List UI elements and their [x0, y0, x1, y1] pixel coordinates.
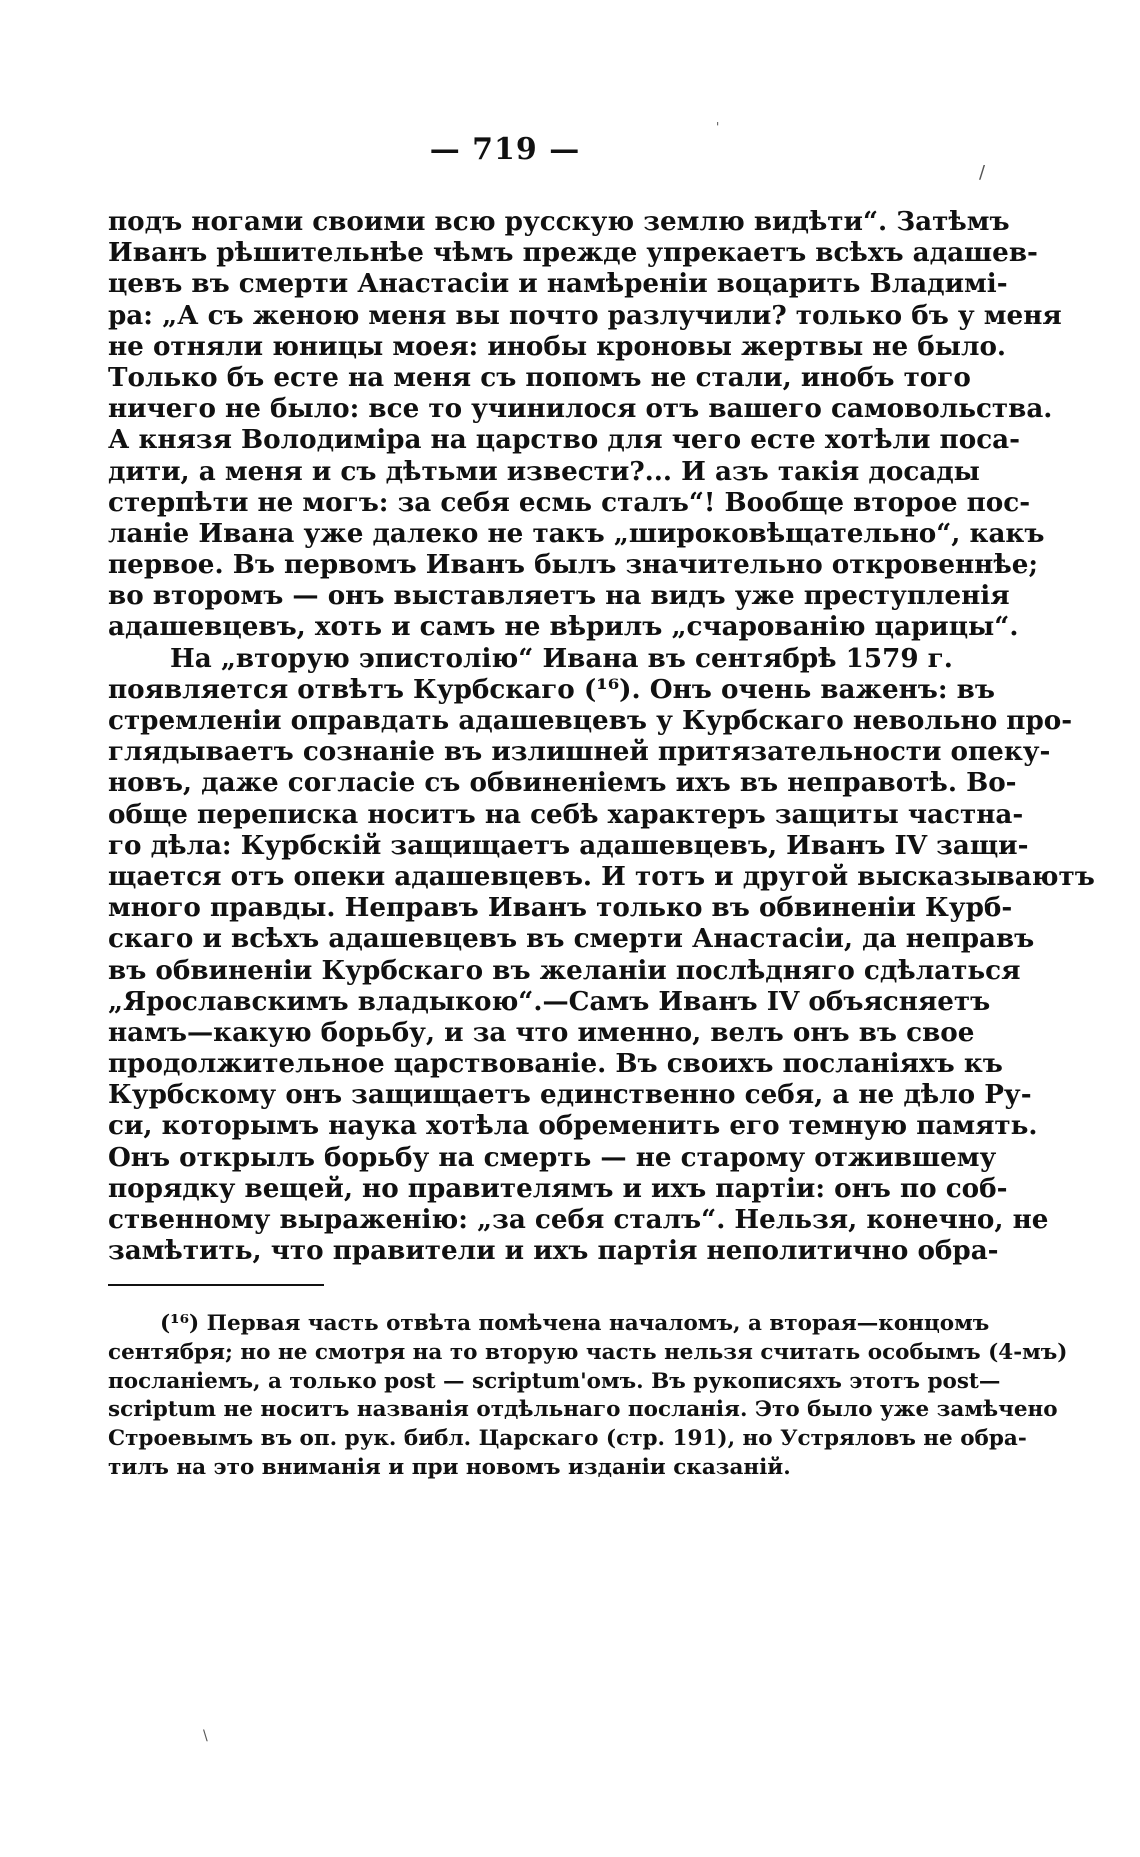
body-line: новъ, даже согласіе съ обвиненіемъ ихъ въ неправотѣ. Во- — [108, 767, 1017, 799]
footnote-line: тилъ на это вниманія и при новомъ изданіи сказаній. — [108, 1454, 791, 1480]
body-line: А князя Володиміра на царство для чего есте хотѣли поса- — [108, 424, 1020, 456]
page-number: — 719 — — [429, 132, 581, 167]
body-line: адашевцевъ, хоть и самъ не вѣрилъ „счарованію царицы“. — [108, 611, 1019, 643]
body-line: не отняли юницы моея: инобы кроновы жертвы не было. — [108, 330, 1007, 362]
body-line: замѣтить, что правители и ихъ партія неполитично обра- — [108, 1235, 999, 1267]
footnote-line: Строевымъ въ оп. рук. библ. Царскаго (стр. 191), но Устряловъ не обра- — [108, 1426, 1027, 1452]
body-line: цевъ въ смерти Анастасіи и намѣреніи воцарить Владимі- — [108, 268, 1008, 300]
body-line: ланіе Ивана уже далеко не такъ „широковѣщательно“, какъ — [108, 517, 1045, 549]
body-line: Только бъ есте на меня съ попомъ не стали, инобъ того — [108, 361, 971, 393]
footnote-line: (¹⁶) Первая часть отвѣта помѣчена началомъ, а вторая—концомъ — [160, 1311, 990, 1336]
body-line: обще переписка носитъ на себѣ характеръ защиты частна- — [108, 798, 1024, 830]
body-line: появляется отвѣтъ Курбскаго (¹⁶). Онъ очень важенъ: въ — [108, 673, 995, 705]
body-line: много правды. Неправъ Иванъ только въ обвиненіи Курб- — [108, 892, 1013, 924]
body-line: намъ—какую борьбу, и за что именно, велъ онъ въ свое — [108, 1016, 975, 1048]
stray-mark: / — [979, 162, 986, 183]
footnote-divider — [108, 1284, 324, 1286]
body-line: скаго и всѣхъ адашевцевъ въ смерти Анастасіи, да неправъ — [108, 923, 1035, 955]
body-line: во второмъ — онъ выставляетъ на видъ уже преступленія — [108, 580, 1010, 612]
body-line: стремленіи оправдать адашевцевъ у Курбскаго невольно про- — [108, 705, 1073, 736]
body-line: си, которымъ наука хотѣла обременить его темную память. — [108, 1110, 1038, 1142]
body-line: глядываетъ сознаніе въ излишней притязательности опеку- — [108, 736, 1051, 768]
body-line: го дѣла: Курбскій защищаетъ адашевцевъ, Иванъ IV защи- — [108, 829, 1029, 861]
body-line: продолжительное царствованіе. Въ своихъ посланіяхъ къ — [108, 1048, 1003, 1080]
body-line: въ обвиненіи Курбскаго въ желаніи послѣдняго сдѣлаться — [108, 954, 1021, 986]
body-line: Иванъ рѣшительнѣе чѣмъ прежде упрекаетъ всѣхъ адашев- — [108, 237, 1038, 269]
body-line: ственному выраженію: „за себя сталъ“. Нельзя, конечно, не — [108, 1204, 1049, 1235]
footnote — [108, 1310, 1068, 1483]
body-line: ничего не было: все то учинилося отъ вашего самовольства. — [108, 393, 1053, 425]
body-line: Курбскому онъ защищаетъ единственно себя, а не дѣло Ру- — [108, 1079, 1032, 1111]
stray-mark: \ — [203, 1728, 208, 1744]
body-text — [108, 206, 1095, 1267]
body-line: порядку вещей, но правителямъ и ихъ партіи: онъ по соб- — [108, 1172, 1008, 1204]
footnote-line: scriptum не носитъ названія отдѣльнаго посланія. Это было уже замѣчено — [108, 1397, 1058, 1423]
body-line: „Ярославскимъ владыкою“.—Самъ Иванъ IV объясняетъ — [108, 985, 991, 1017]
body-line: ра: „А съ женою меня вы почто разлучили? только бъ у меня — [108, 299, 1062, 331]
body-line: стерпѣти не могъ: за себя есмь сталъ“! Вообще второе пос- — [108, 486, 1031, 518]
footnote-line: сентября; но не смотря на то вторую часть нельзя считать особымъ (4-мъ) — [108, 1339, 1068, 1365]
body-line: щается отъ опеки адашевцевъ. И тотъ и другой высказываютъ — [108, 860, 1095, 892]
body-line: первое. Въ первомъ Иванъ былъ значительно откровеннѣе; — [108, 549, 1039, 581]
body-line: дити, а меня и съ дѣтьми извести?... И азъ такія досады — [108, 455, 980, 487]
body-line: Онъ открылъ борьбу на смерть — не старому отжившему — [108, 1141, 997, 1173]
footnote-line: посланіемъ, а только post — scriptum'омъ. Въ рукописяхъ этотъ post— — [108, 1368, 1001, 1394]
stray-mark: ' — [716, 120, 720, 134]
body-line: подъ ногами своими всю русскую землю видѣти“. Затѣмъ — [108, 206, 1010, 237]
body-line: На „вторую эпистолію“ Ивана въ сентябрѣ 1579 г. — [170, 642, 953, 674]
